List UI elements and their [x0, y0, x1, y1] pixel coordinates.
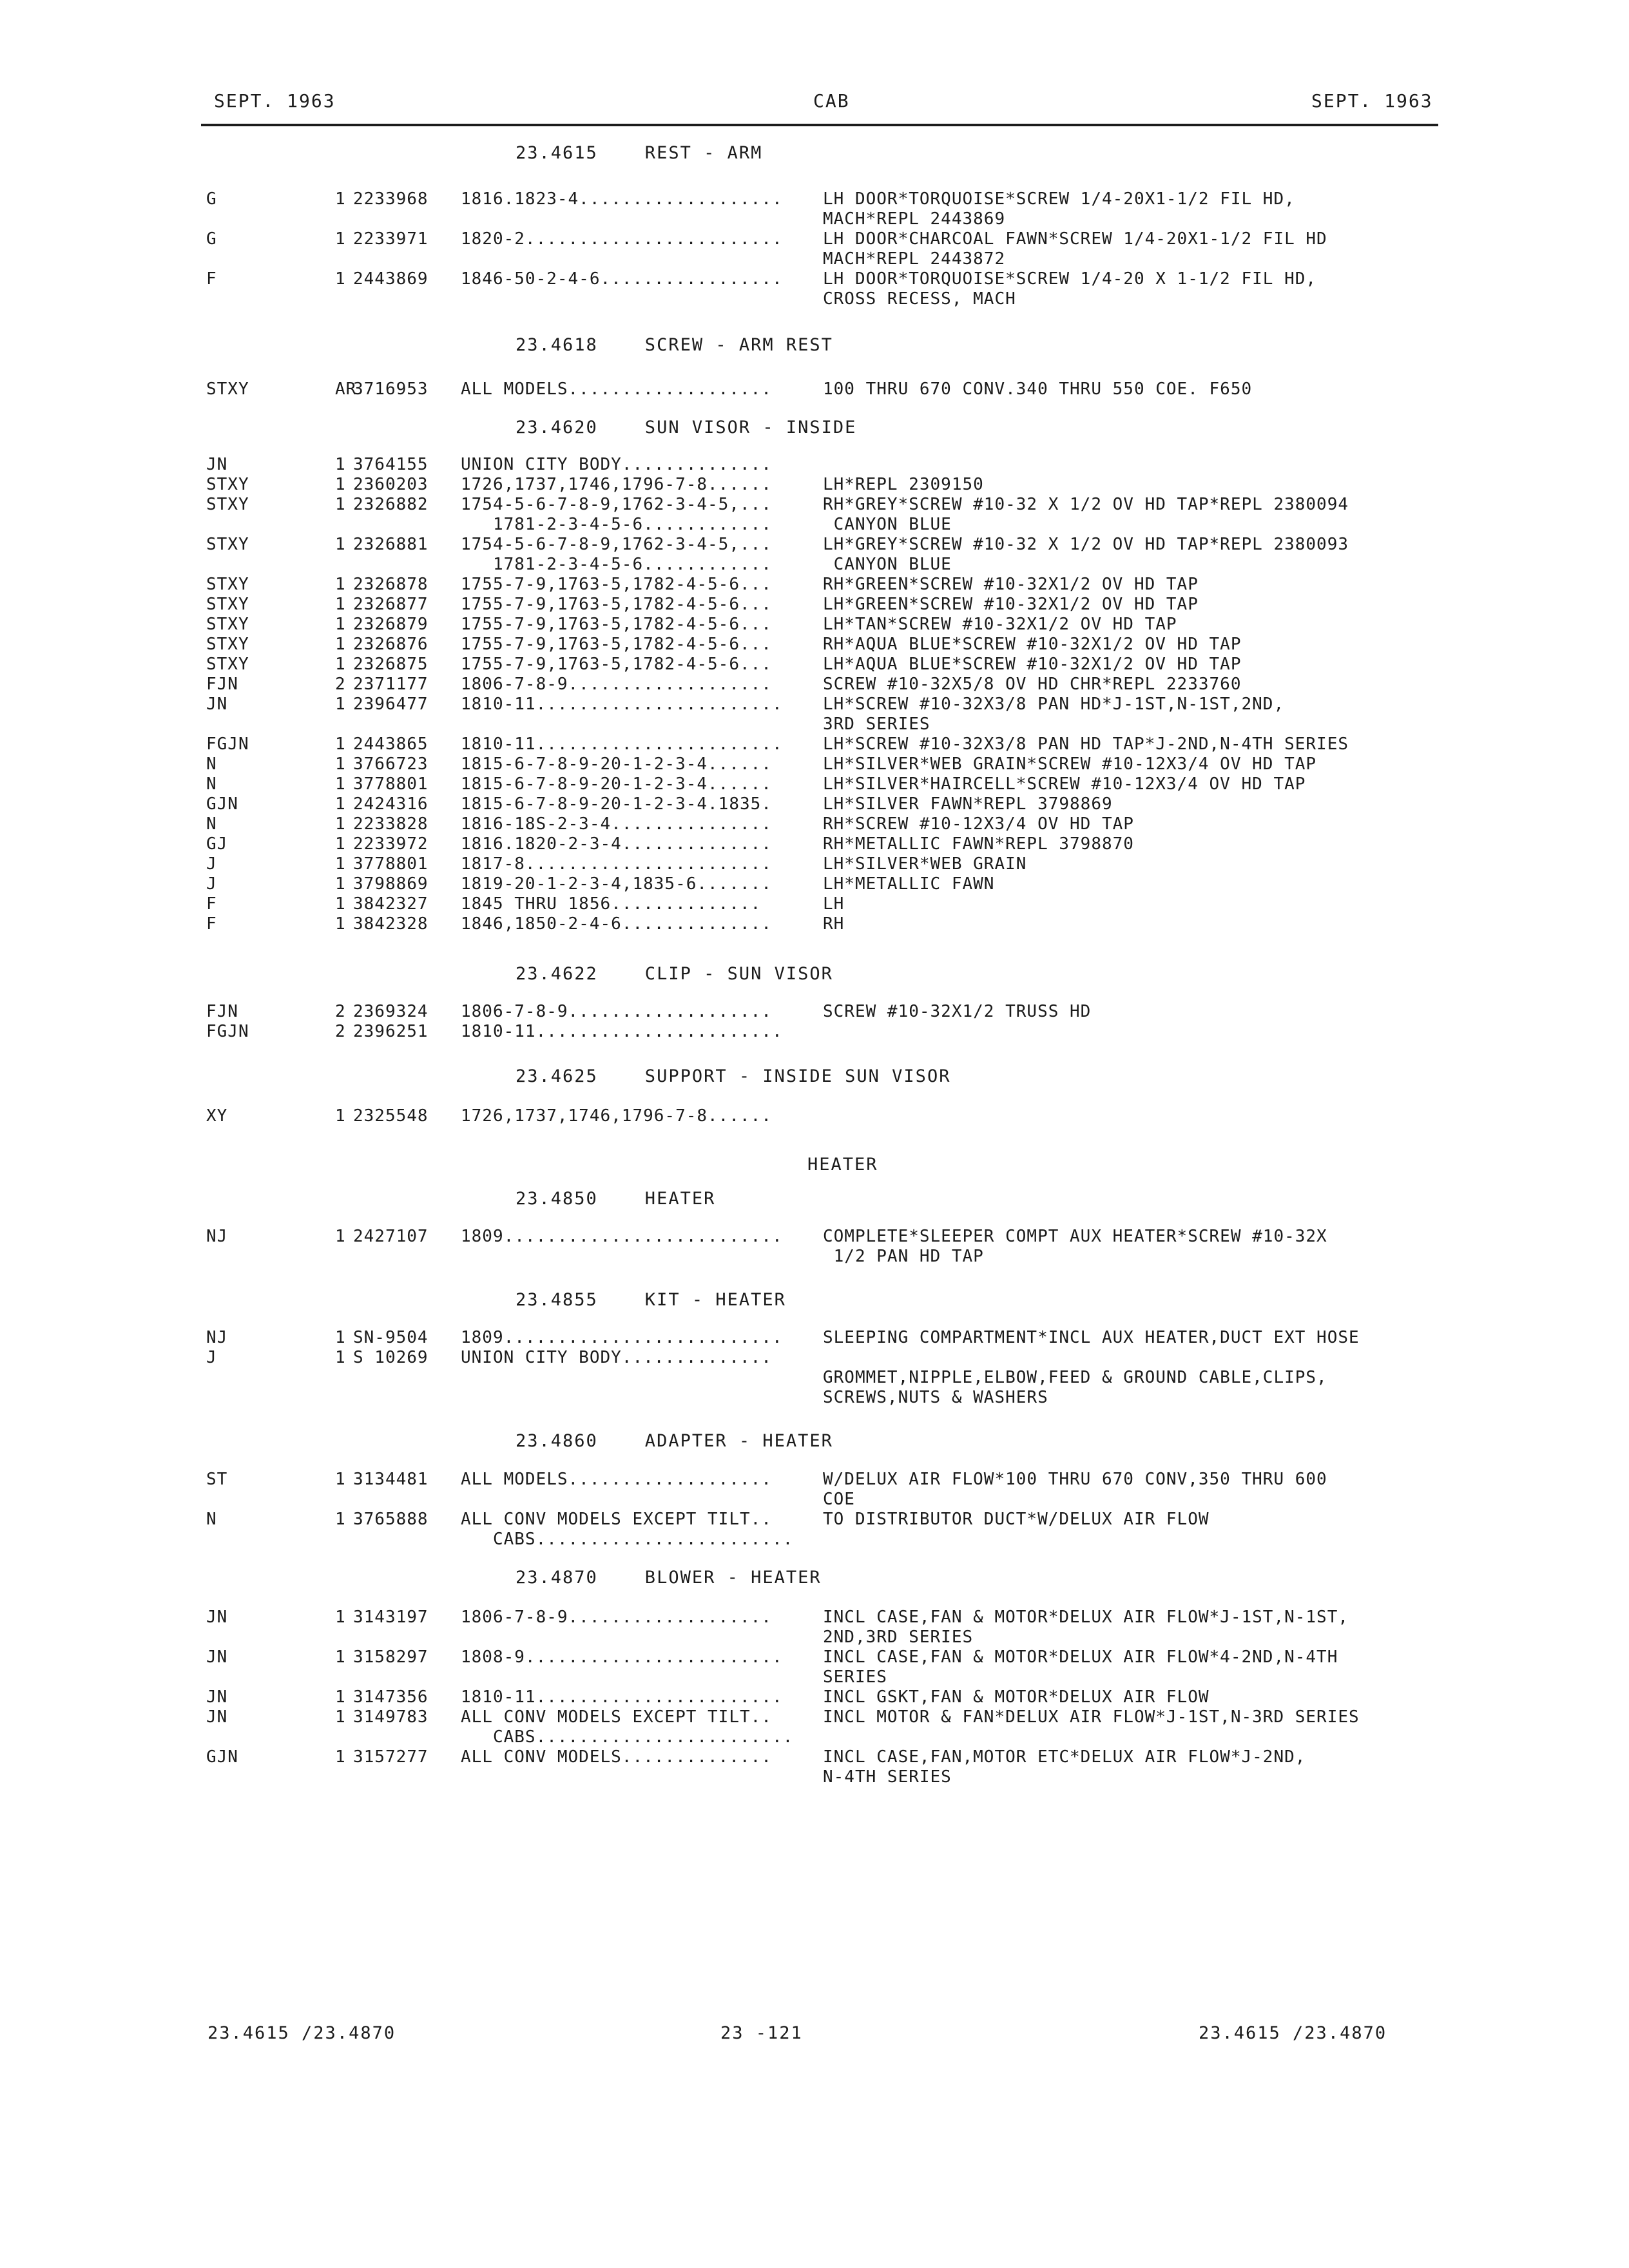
quantity: 1 [335, 495, 346, 514]
series-codes: STXY [206, 595, 249, 614]
part-description: CANYON BLUE [823, 555, 952, 574]
model-applications: 1755-7-9,1763-5,1782-4-5-6... [461, 615, 772, 634]
model-applications: 1806-7-8-9................... [461, 1608, 772, 1627]
footer-range-left: 23.4615 /23.4870 [207, 2023, 396, 2043]
part-number: S 10269 [353, 1348, 429, 1367]
part-number: 3147356 [353, 1687, 429, 1707]
part-description: LH*SILVER FAWN*REPL 3798869 [823, 794, 1113, 814]
part-description: INCL GSKT,FAN & MOTOR*DELUX AIR FLOW [823, 1687, 1210, 1707]
series-codes: JN [206, 1648, 228, 1667]
section-title: 23.4620 SUN VISOR - INSIDE [516, 418, 857, 437]
part-number: 2326878 [353, 575, 429, 594]
series-codes: FJN [206, 1002, 238, 1021]
part-description: SCREW #10-32X1/2 TRUSS HD [823, 1002, 1092, 1021]
series-codes: GJN [206, 1747, 238, 1767]
heater-subheading: HEATER [807, 1155, 878, 1175]
quantity: 1 [335, 1106, 346, 1126]
model-applications: 1819-20-1-2-3-4,1835-6....... [461, 874, 772, 894]
part-description: 100 THRU 670 CONV.340 THRU 550 COE. F650 [823, 380, 1253, 399]
quantity: 1 [335, 1608, 346, 1627]
footer-range-right: 23.4615 /23.4870 [1199, 2023, 1387, 2043]
part-number: 3798869 [353, 874, 429, 894]
part-number: 2396477 [353, 695, 429, 714]
model-applications: 1810-11....................... [461, 695, 783, 714]
series-codes: N [206, 774, 217, 794]
part-number: 3157277 [353, 1747, 429, 1767]
quantity: 2 [335, 1002, 346, 1021]
part-description: RH*SCREW #10-12X3/4 OV HD TAP [823, 814, 1134, 834]
part-number: 2326875 [353, 655, 429, 674]
header-rule [201, 124, 1438, 126]
part-number: 3149783 [353, 1707, 429, 1727]
series-codes: FJN [206, 675, 238, 694]
model-applications: 1809.......................... [461, 1227, 783, 1246]
part-number: 2396251 [353, 1022, 429, 1041]
part-description: LH*REPL 2309150 [823, 475, 984, 494]
quantity: 1 [335, 575, 346, 594]
quantity: 1 [335, 1648, 346, 1667]
section-title: 23.4855 KIT - HEATER [516, 1290, 786, 1310]
part-description: MACH*REPL 2443869 [823, 209, 1006, 229]
series-codes: JN [206, 695, 228, 714]
series-codes: J [206, 874, 217, 894]
header-date-right: SEPT. 1963 [1311, 90, 1433, 111]
section-title: 23.4870 BLOWER - HEATER [516, 1568, 822, 1588]
series-codes: JN [206, 1687, 228, 1707]
quantity: 1 [335, 854, 346, 874]
part-number: 2326879 [353, 615, 429, 634]
series-codes: NJ [206, 1227, 228, 1246]
part-number: 3134481 [353, 1470, 429, 1489]
part-description: SCREW #10-32X5/8 OV HD CHR*REPL 2233760 [823, 675, 1242, 694]
header-section-title: CAB [813, 90, 850, 111]
part-description: RH [823, 914, 845, 934]
series-codes: STXY [206, 475, 249, 494]
part-number: 2325548 [353, 1106, 429, 1126]
model-applications: 1815-6-7-8-9-20-1-2-3-4...... [461, 754, 772, 774]
part-description: SLEEPING COMPARTMENT*INCL AUX HEATER,DUCT EXT HOSE [823, 1328, 1360, 1347]
part-number: 2360203 [353, 475, 429, 494]
quantity: 1 [335, 535, 346, 554]
model-applications: 1755-7-9,1763-5,1782-4-5-6... [461, 595, 772, 614]
series-codes: STXY [206, 535, 249, 554]
quantity: 1 [335, 475, 346, 494]
model-applications: 1816-18S-2-3-4............... [461, 814, 772, 834]
part-description: LH [823, 894, 845, 914]
part-number: 2427107 [353, 1227, 429, 1246]
series-codes: FGJN [206, 735, 249, 754]
quantity: 1 [335, 735, 346, 754]
model-applications: 1755-7-9,1763-5,1782-4-5-6... [461, 635, 772, 654]
model-applications: CABS........................ [461, 1727, 794, 1747]
quantity: 1 [335, 229, 346, 249]
quantity: 1 [335, 834, 346, 854]
part-number: 2326877 [353, 595, 429, 614]
part-number: 3716953 [353, 380, 429, 399]
part-number: 2233971 [353, 229, 429, 249]
series-codes: N [206, 1510, 217, 1529]
part-number: SN-9504 [353, 1328, 429, 1347]
part-number: 2233828 [353, 814, 429, 834]
part-description: LH*SCREW #10-32X3/8 PAN HD TAP*J-2ND,N-4TH SERIES [823, 735, 1349, 754]
part-description: LH*SILVER*WEB GRAIN [823, 854, 1027, 874]
part-description: LH DOOR*CHARCOAL FAWN*SCREW 1/4-20X1-1/2 FIL HD [823, 229, 1327, 249]
quantity: 1 [335, 615, 346, 634]
model-applications: 1754-5-6-7-8-9,1762-3-4-5,... [461, 535, 772, 554]
section-title: 23.4618 SCREW - ARM REST [516, 335, 833, 355]
quantity: 1 [335, 1510, 346, 1529]
part-number: 3842327 [353, 894, 429, 914]
part-number: 3778801 [353, 774, 429, 794]
part-number: 3778801 [353, 854, 429, 874]
part-number: 3158297 [353, 1648, 429, 1667]
series-codes: G [206, 229, 217, 249]
quantity: 1 [335, 1687, 346, 1707]
part-number: 2326876 [353, 635, 429, 654]
model-applications: 1755-7-9,1763-5,1782-4-5-6... [461, 575, 772, 594]
part-description: RH*GREY*SCREW #10-32 X 1/2 OV HD TAP*REPL 2380094 [823, 495, 1349, 514]
series-codes: STXY [206, 635, 249, 654]
part-number: 3143197 [353, 1608, 429, 1627]
series-codes: STXY [206, 655, 249, 674]
model-applications: 1806-7-8-9................... [461, 1002, 772, 1021]
series-codes: F [206, 914, 217, 934]
model-applications: 1810-11....................... [461, 1687, 783, 1707]
part-description: COE [823, 1490, 855, 1509]
section-title: 23.4615 REST - ARM [516, 143, 763, 163]
quantity: 1 [335, 1470, 346, 1489]
footer-page-number: 23 -121 [720, 2023, 803, 2043]
part-description: SERIES [823, 1667, 887, 1687]
series-codes: STXY [206, 615, 249, 634]
series-codes: STXY [206, 495, 249, 514]
series-codes: STXY [206, 575, 249, 594]
model-applications: ALL CONV MODELS EXCEPT TILT.. [461, 1707, 772, 1727]
quantity: 1 [335, 269, 346, 289]
part-number: 2326881 [353, 535, 429, 554]
section-title: 23.4622 CLIP - SUN VISOR [516, 964, 833, 984]
quantity: 1 [335, 894, 346, 914]
series-codes: JN [206, 1608, 228, 1627]
series-codes: F [206, 269, 217, 289]
part-description: TO DISTRIBUTOR DUCT*W/DELUX AIR FLOW [823, 1510, 1210, 1529]
quantity: 1 [335, 189, 346, 209]
header-date-left: SEPT. 1963 [214, 90, 336, 111]
part-description: LH*GREEN*SCREW #10-32X1/2 OV HD TAP [823, 595, 1199, 614]
part-number: 3764155 [353, 455, 429, 474]
quantity: 1 [335, 1747, 346, 1767]
part-number: 2424316 [353, 794, 429, 814]
model-applications: 1845 THRU 1856.............. [461, 894, 762, 914]
quantity: 1 [335, 595, 346, 614]
model-applications: 1820-2........................ [461, 229, 783, 249]
model-applications: ALL MODELS................... [461, 1470, 772, 1489]
model-applications: 1755-7-9,1763-5,1782-4-5-6... [461, 655, 772, 674]
series-codes: F [206, 894, 217, 914]
part-number: 2443869 [353, 269, 429, 289]
quantity: 1 [335, 874, 346, 894]
part-description: RH*GREEN*SCREW #10-32X1/2 OV HD TAP [823, 575, 1199, 594]
series-codes: N [206, 814, 217, 834]
series-codes: XY [206, 1106, 228, 1126]
series-codes: GJN [206, 794, 238, 814]
part-description: MACH*REPL 2443872 [823, 249, 1006, 269]
part-description: 3RD SERIES [823, 715, 930, 734]
model-applications: 1726,1737,1746,1796-7-8...... [461, 475, 772, 494]
model-applications: 1846,1850-2-4-6.............. [461, 914, 772, 934]
model-applications: 1815-6-7-8-9-20-1-2-3-4...... [461, 774, 772, 794]
quantity: 1 [335, 635, 346, 654]
model-applications: 1817-8....................... [461, 854, 772, 874]
series-codes: ST [206, 1470, 228, 1489]
model-applications: 1754-5-6-7-8-9,1762-3-4-5,... [461, 495, 772, 514]
part-description: INCL CASE,FAN & MOTOR*DELUX AIR FLOW*J-1ST,N-1ST, [823, 1608, 1349, 1627]
part-description: COMPLETE*SLEEPER COMPT AUX HEATER*SCREW #10-32X [823, 1227, 1327, 1246]
part-description: SCREWS,NUTS & WASHERS [823, 1388, 1048, 1407]
model-applications: 1816.1823-4................... [461, 189, 783, 209]
section-title: 23.4860 ADAPTER - HEATER [516, 1431, 833, 1451]
part-description: INCL CASE,FAN & MOTOR*DELUX AIR FLOW*4-2ND,N-4TH [823, 1648, 1338, 1667]
series-codes: JN [206, 455, 228, 474]
series-codes: J [206, 854, 217, 874]
part-description: LH*TAN*SCREW #10-32X1/2 OV HD TAP [823, 615, 1177, 634]
model-applications: 1809.......................... [461, 1328, 783, 1347]
model-applications: CABS........................ [461, 1530, 794, 1549]
quantity: 1 [335, 914, 346, 934]
model-applications: 1810-11....................... [461, 735, 783, 754]
part-description: LH*AQUA BLUE*SCREW #10-32X1/2 OV HD TAP [823, 655, 1242, 674]
quantity: 2 [335, 1022, 346, 1041]
part-description: LH DOOR*TORQUOISE*SCREW 1/4-20 X 1-1/2 FIL HD, [823, 269, 1317, 289]
quantity: 1 [335, 754, 346, 774]
part-description: LH DOOR*TORQUOISE*SCREW 1/4-20X1-1/2 FIL HD, [823, 189, 1295, 209]
part-description: CANYON BLUE [823, 515, 952, 534]
series-codes: JN [206, 1707, 228, 1727]
section-title: 23.4625 SUPPORT - INSIDE SUN VISOR [516, 1066, 951, 1086]
part-description: LH*SILVER*HAIRCELL*SCREW #10-12X3/4 OV HD TAP [823, 774, 1306, 794]
part-description: CROSS RECESS, MACH [823, 289, 1016, 309]
model-applications: 1806-7-8-9................... [461, 675, 772, 694]
part-number: 2326882 [353, 495, 429, 514]
part-number: 2443865 [353, 735, 429, 754]
part-description: GROMMET,NIPPLE,ELBOW,FEED & GROUND CABLE,CLIPS, [823, 1368, 1327, 1387]
part-number: 3766723 [353, 754, 429, 774]
part-number: 3842328 [353, 914, 429, 934]
model-applications: 1726,1737,1746,1796-7-8...... [461, 1106, 772, 1126]
part-description: W/DELUX AIR FLOW*100 THRU 670 CONV,350 THRU 600 [823, 1470, 1327, 1489]
model-applications: ALL CONV MODELS.............. [461, 1747, 772, 1767]
quantity: 1 [335, 1227, 346, 1246]
model-applications: UNION CITY BODY.............. [461, 1348, 772, 1367]
series-codes: G [206, 189, 217, 209]
model-applications: 1781-2-3-4-5-6............ [461, 555, 772, 574]
model-applications: 1846-50-2-4-6................. [461, 269, 783, 289]
part-description: INCL CASE,FAN,MOTOR ETC*DELUX AIR FLOW*J-2ND, [823, 1747, 1306, 1767]
series-codes: GJ [206, 834, 228, 854]
model-applications: 1816.1820-2-3-4.............. [461, 834, 772, 854]
quantity: 1 [335, 655, 346, 674]
part-description: LH*GREY*SCREW #10-32 X 1/2 OV HD TAP*REPL 2380093 [823, 535, 1349, 554]
part-number: 3765888 [353, 1510, 429, 1529]
quantity: 1 [335, 774, 346, 794]
quantity: 1 [335, 1328, 346, 1347]
quantity: 1 [335, 695, 346, 714]
quantity: 2 [335, 675, 346, 694]
quantity: 1 [335, 1348, 346, 1367]
part-description: LH*SCREW #10-32X3/8 PAN HD*J-1ST,N-1ST,2ND, [823, 695, 1285, 714]
part-description: INCL MOTOR & FAN*DELUX AIR FLOW*J-1ST,N-3RD SERIES [823, 1707, 1360, 1727]
model-applications: 1815-6-7-8-9-20-1-2-3-4.1835. [461, 794, 772, 814]
quantity: 1 [335, 1707, 346, 1727]
model-applications: ALL CONV MODELS EXCEPT TILT.. [461, 1510, 772, 1529]
part-description: N-4TH SERIES [823, 1767, 952, 1787]
model-applications: 1810-11....................... [461, 1022, 783, 1041]
series-codes: NJ [206, 1328, 228, 1347]
part-description: 1/2 PAN HD TAP [823, 1247, 984, 1266]
part-description: 2ND,3RD SERIES [823, 1628, 974, 1647]
part-number: 2371177 [353, 675, 429, 694]
quantity: 1 [335, 814, 346, 834]
part-number: 2369324 [353, 1002, 429, 1021]
series-codes: N [206, 754, 217, 774]
section-title: 23.4850 HEATER [516, 1189, 716, 1209]
part-description: RH*METALLIC FAWN*REPL 3798870 [823, 834, 1134, 854]
model-applications: 1808-9........................ [461, 1648, 783, 1667]
series-codes: J [206, 1348, 217, 1367]
model-applications: UNION CITY BODY.............. [461, 455, 772, 474]
series-codes: STXY [206, 380, 249, 399]
model-applications: 1781-2-3-4-5-6............ [461, 515, 772, 534]
part-description: RH*AQUA BLUE*SCREW #10-32X1/2 OV HD TAP [823, 635, 1242, 654]
series-codes: FGJN [206, 1022, 249, 1041]
model-applications: ALL MODELS................... [461, 380, 772, 399]
part-description: LH*METALLIC FAWN [823, 874, 995, 894]
part-number: 2233968 [353, 189, 429, 209]
quantity: 1 [335, 794, 346, 814]
quantity: AR [335, 380, 357, 399]
part-number: 2233972 [353, 834, 429, 854]
part-description: LH*SILVER*WEB GRAIN*SCREW #10-12X3/4 OV HD TAP [823, 754, 1317, 774]
quantity: 1 [335, 455, 346, 474]
